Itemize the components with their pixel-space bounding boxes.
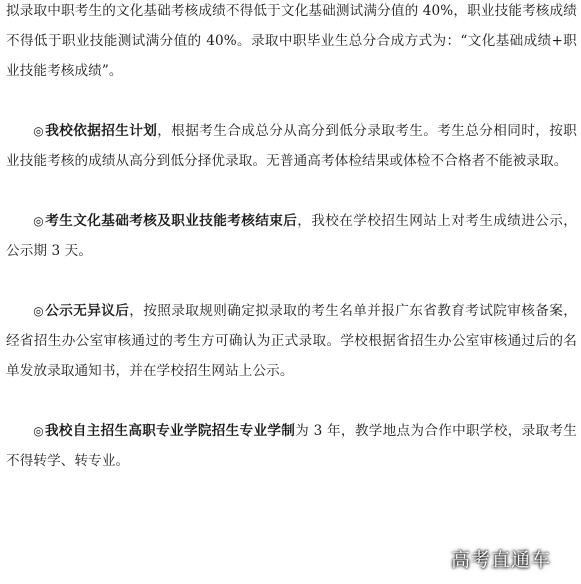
bullet-circle-icon: ◎ [33, 424, 44, 438]
paragraph-formal-admission [6, 296, 577, 386]
bullet-circle-icon: ◎ [33, 304, 45, 318]
paragraph-lead: 考生文化基础考核及职业技能考核结束后 [45, 213, 298, 229]
bullet-circle-icon: ◎ [33, 124, 45, 138]
bullet-circle-icon: ◎ [33, 214, 45, 228]
paragraph-gap [6, 386, 577, 416]
paragraph-score-publicity [6, 206, 577, 266]
paragraph-text: 为 3 年，教学地点为合作中职学校，录取考生不得转学、转专业。 [6, 423, 577, 469]
paragraph-program-duration [6, 416, 577, 476]
paragraph-score-requirements [6, 0, 577, 86]
paragraph-text: 拟录取中职考生的文化基础考核成绩不得低于文化基础测试满分值的 40%，职业技能考核成绩不得低于职业技能测试满分值的 40%。录取中职毕业生总分合成方式为：“文化基础成绩+职业技能考核成绩”。 [6, 3, 577, 79]
paragraph-text: ，根据考生合成总分从高分到低分录取考生。考生总分相同时，按职业技能考核的成绩从高分到低分择优录取。无普通高考体检结果或体检不合格者不能被录取。 [6, 123, 578, 169]
paragraph-lead: 我校依据招生计划 [45, 123, 158, 139]
paragraph-admission-plan [6, 116, 577, 176]
paragraph-text: ，按照录取规则确定拟录取的考生名单并报广东省教育考试院审核备案，经省招生办公室审核通过的考生方可确认为正式录取。学校根据省招生办公室审核通过后的名单发放录取通知书，并在学校招生网站上公示。 [6, 303, 577, 379]
paragraph-gap [6, 86, 577, 116]
paragraph-text: ，我校在学校招生网站上对考生成绩进公示，公示期 3 天。 [6, 213, 577, 259]
paragraph-gap [6, 176, 577, 206]
paragraph-lead: 我校自主招生高职专业学院招生专业学制 [44, 423, 296, 439]
paragraph-gap [6, 266, 577, 296]
paragraph-lead: 公示无异议后 [45, 303, 130, 319]
watermark: 高考直通车 [450, 549, 551, 571]
